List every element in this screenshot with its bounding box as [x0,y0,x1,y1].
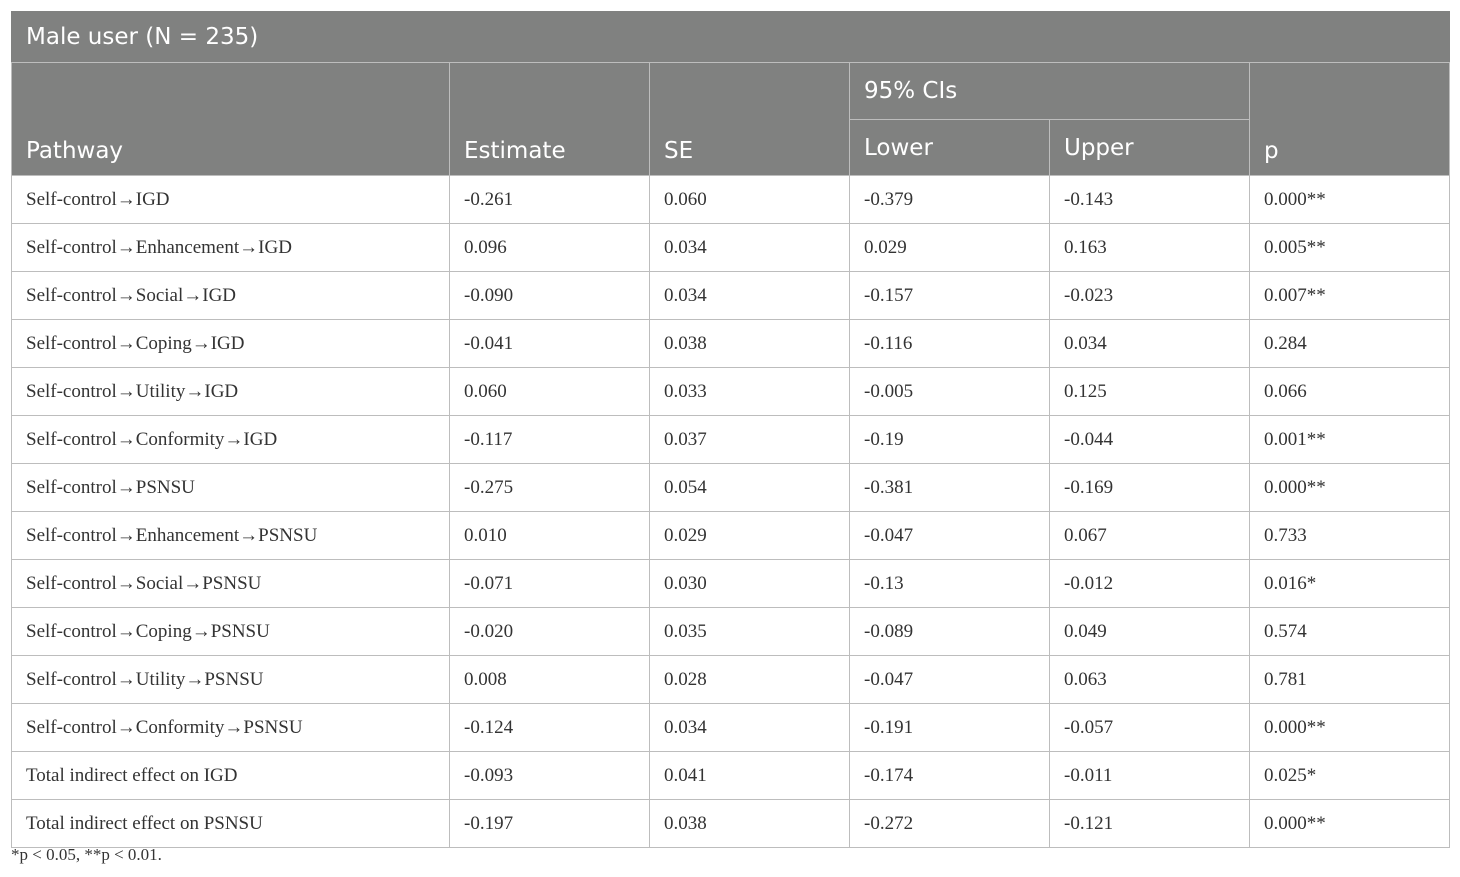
cell-pathway: Self-control→Coping→IGD [12,320,450,368]
cell-upper: -0.044 [1050,416,1250,464]
cell-estimate: -0.275 [450,464,650,512]
cell-pathway: Self-control→Conformity→IGD [12,416,450,464]
cell-pathway: Self-control→IGD [12,176,450,224]
cell-se: 0.030 [650,560,850,608]
cell-lower: -0.047 [850,656,1050,704]
cell-lower: -0.047 [850,512,1050,560]
cell-se: 0.038 [650,320,850,368]
cell-estimate: -0.093 [450,752,650,800]
table-row [12,752,1450,800]
cell-upper: 0.125 [1050,368,1250,416]
cell-estimate: -0.117 [450,416,650,464]
column-header-se: SE [650,63,850,176]
column-header-p: p [1250,63,1450,176]
cell-p: 0.001** [1250,416,1450,464]
cell-estimate: 0.008 [450,656,650,704]
cell-pathway: Self-control→Social→IGD [12,272,450,320]
table-row [12,224,1450,272]
cell-p: 0.000** [1250,464,1450,512]
cell-p: 0.000** [1250,800,1450,848]
table-title: Male user (N = 235) [12,12,1450,63]
table-row [12,464,1450,512]
column-header-pathway: Pathway [12,63,450,176]
cell-estimate: -0.090 [450,272,650,320]
column-header-lower: Lower [850,120,1050,176]
cell-se: 0.041 [650,752,850,800]
cell-lower: -0.272 [850,800,1050,848]
cell-lower: -0.089 [850,608,1050,656]
cell-upper: -0.012 [1050,560,1250,608]
cell-pathway: Self-control→Utility→PSNSU [12,656,450,704]
cell-lower: -0.191 [850,704,1050,752]
cell-estimate: -0.124 [450,704,650,752]
results-table-container [11,11,1449,848]
cell-lower: -0.19 [850,416,1050,464]
cell-estimate: -0.041 [450,320,650,368]
cell-upper: -0.023 [1050,272,1250,320]
cell-p: 0.000** [1250,176,1450,224]
cell-upper: 0.163 [1050,224,1250,272]
cell-lower: -0.381 [850,464,1050,512]
cell-pathway: Self-control→Conformity→PSNSU [12,704,450,752]
cell-p: 0.066 [1250,368,1450,416]
cell-se: 0.033 [650,368,850,416]
cell-pathway: Self-control→Utility→IGD [12,368,450,416]
cell-p: 0.781 [1250,656,1450,704]
table-row [12,704,1450,752]
table-row [12,800,1450,848]
column-header-upper: Upper [1050,120,1250,176]
cell-estimate: -0.071 [450,560,650,608]
cell-se: 0.028 [650,656,850,704]
cell-pathway: Total indirect effect on IGD [12,752,450,800]
cell-estimate: -0.197 [450,800,650,848]
cell-se: 0.035 [650,608,850,656]
table-row [12,560,1450,608]
table-row [12,656,1450,704]
cell-estimate: 0.060 [450,368,650,416]
table-body [12,176,1450,848]
cell-estimate: -0.020 [450,608,650,656]
cell-upper: -0.011 [1050,752,1250,800]
cell-p: 0.284 [1250,320,1450,368]
table-row [12,416,1450,464]
cell-se: 0.034 [650,704,850,752]
cell-pathway: Self-control→Enhancement→IGD [12,224,450,272]
cell-lower: -0.13 [850,560,1050,608]
cell-p: 0.000** [1250,704,1450,752]
cell-pathway: Self-control→Enhancement→PSNSU [12,512,450,560]
table-row [12,272,1450,320]
cell-se: 0.037 [650,416,850,464]
cell-lower: -0.379 [850,176,1050,224]
cell-upper: 0.063 [1050,656,1250,704]
cell-lower: -0.005 [850,368,1050,416]
cell-upper: 0.049 [1050,608,1250,656]
cell-upper: -0.169 [1050,464,1250,512]
cell-p: 0.007** [1250,272,1450,320]
cell-se: 0.060 [650,176,850,224]
cell-upper: -0.057 [1050,704,1250,752]
cell-upper: -0.143 [1050,176,1250,224]
cell-p: 0.016* [1250,560,1450,608]
table-row [12,512,1450,560]
table-row [12,608,1450,656]
cell-se: 0.034 [650,272,850,320]
cell-se: 0.029 [650,512,850,560]
cell-lower: -0.174 [850,752,1050,800]
cell-p: 0.574 [1250,608,1450,656]
column-header-ci-group: 95% CIs [850,63,1250,120]
cell-p: 0.025* [1250,752,1450,800]
cell-pathway: Self-control→PSNSU [12,464,450,512]
table-row [12,176,1450,224]
cell-lower: -0.116 [850,320,1050,368]
table-row [12,320,1450,368]
cell-se: 0.038 [650,800,850,848]
cell-estimate: 0.096 [450,224,650,272]
cell-se: 0.054 [650,464,850,512]
cell-estimate: -0.261 [450,176,650,224]
cell-upper: 0.034 [1050,320,1250,368]
cell-se: 0.034 [650,224,850,272]
cell-p: 0.733 [1250,512,1450,560]
cell-p: 0.005** [1250,224,1450,272]
cell-upper: 0.067 [1050,512,1250,560]
mediation-results-table [11,11,1450,848]
table-row [12,368,1450,416]
table-header [12,12,1450,176]
column-header-estimate: Estimate [450,63,650,176]
cell-pathway: Total indirect effect on PSNSU [12,800,450,848]
cell-estimate: 0.010 [450,512,650,560]
cell-pathway: Self-control→Coping→PSNSU [12,608,450,656]
cell-pathway: Self-control→Social→PSNSU [12,560,450,608]
cell-upper: -0.121 [1050,800,1250,848]
cell-lower: -0.157 [850,272,1050,320]
table-footnote: *p < 0.05, **p < 0.01. [11,845,162,864]
cell-lower: 0.029 [850,224,1050,272]
